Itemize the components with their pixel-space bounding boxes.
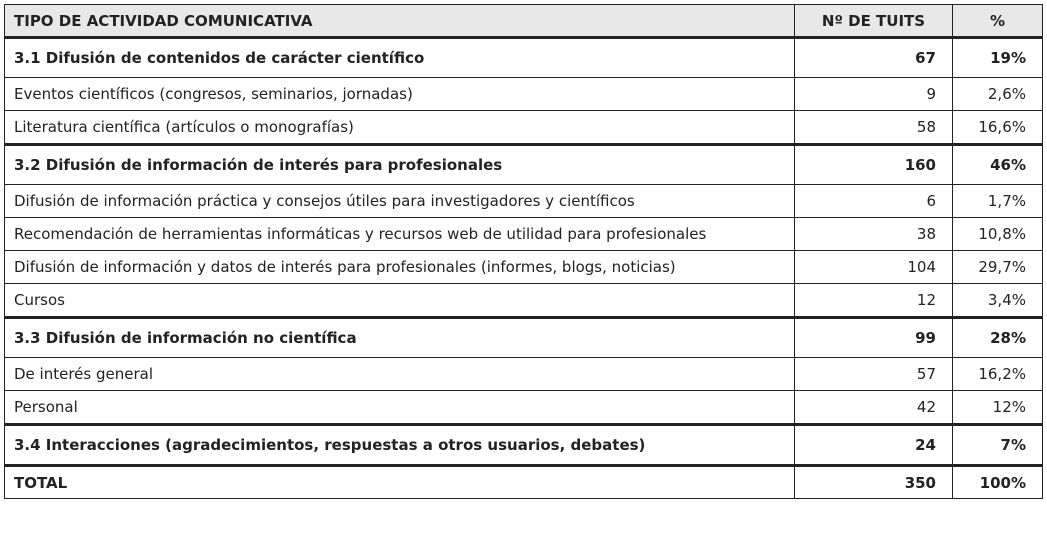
row-percent: 28% [953,318,1043,358]
row-label: Cursos [5,284,795,318]
row-tweets: 12 [795,284,953,318]
total-row [5,466,1043,499]
row-percent: 16,6% [953,111,1043,145]
row-label: Literatura científica (artículos o monografías) [5,111,795,145]
row-label: Personal [5,391,795,425]
row-tweets: 38 [795,218,953,251]
row-tweets: 160 [795,145,953,185]
header-tweets: Nº DE TUITS [795,5,953,38]
row-tweets: 6 [795,185,953,218]
row-tweets: 42 [795,391,953,425]
row-percent: 1,7% [953,185,1043,218]
row-label: 3.2 Difusión de información de interés para profesionales [5,145,795,185]
row-percent: 3,4% [953,284,1043,318]
table-row [5,145,1043,185]
row-label: Recomendación de herramientas informáticas y recursos web de utilidad para profesionales [5,218,795,251]
row-tweets: 24 [795,425,953,466]
row-percent: 12% [953,391,1043,425]
row-label: 3.3 Difusión de información no científica [5,318,795,358]
row-percent: 16,2% [953,358,1043,391]
row-tweets: 57 [795,358,953,391]
table-row [5,185,1043,218]
row-label: Difusión de información y datos de interés para profesionales (informes, blogs, noticias) [5,251,795,284]
table-row [5,318,1043,358]
table-row [5,38,1043,78]
row-label: De interés general [5,358,795,391]
total-label: TOTAL [5,466,795,499]
row-tweets: 9 [795,78,953,111]
table-row [5,251,1043,284]
table-row [5,218,1043,251]
row-label: 3.4 Interacciones (agradecimientos, respuestas a otros usuarios, debates) [5,425,795,466]
row-tweets: 104 [795,251,953,284]
row-percent: 2,6% [953,78,1043,111]
table-container [4,4,1043,499]
table-row [5,78,1043,111]
row-tweets: 99 [795,318,953,358]
row-percent: 19% [953,38,1043,78]
header-percent: % [953,5,1043,38]
table-row [5,391,1043,425]
row-tweets: 58 [795,111,953,145]
table-row [5,425,1043,466]
header-activity: TIPO DE ACTIVIDAD COMUNICATIVA [5,5,795,38]
table-row [5,284,1043,318]
communicative-activity-table [4,4,1043,499]
row-percent: 10,8% [953,218,1043,251]
row-tweets: 67 [795,38,953,78]
row-label: Difusión de información práctica y consejos útiles para investigadores y científicos [5,185,795,218]
row-percent: 29,7% [953,251,1043,284]
table-row [5,358,1043,391]
row-label: 3.1 Difusión de contenidos de carácter científico [5,38,795,78]
row-percent: 46% [953,145,1043,185]
header-row [5,5,1043,38]
row-label: Eventos científicos (congresos, seminarios, jornadas) [5,78,795,111]
total-percent: 100% [953,466,1043,499]
total-tweets: 350 [795,466,953,499]
table-row [5,111,1043,145]
row-percent: 7% [953,425,1043,466]
